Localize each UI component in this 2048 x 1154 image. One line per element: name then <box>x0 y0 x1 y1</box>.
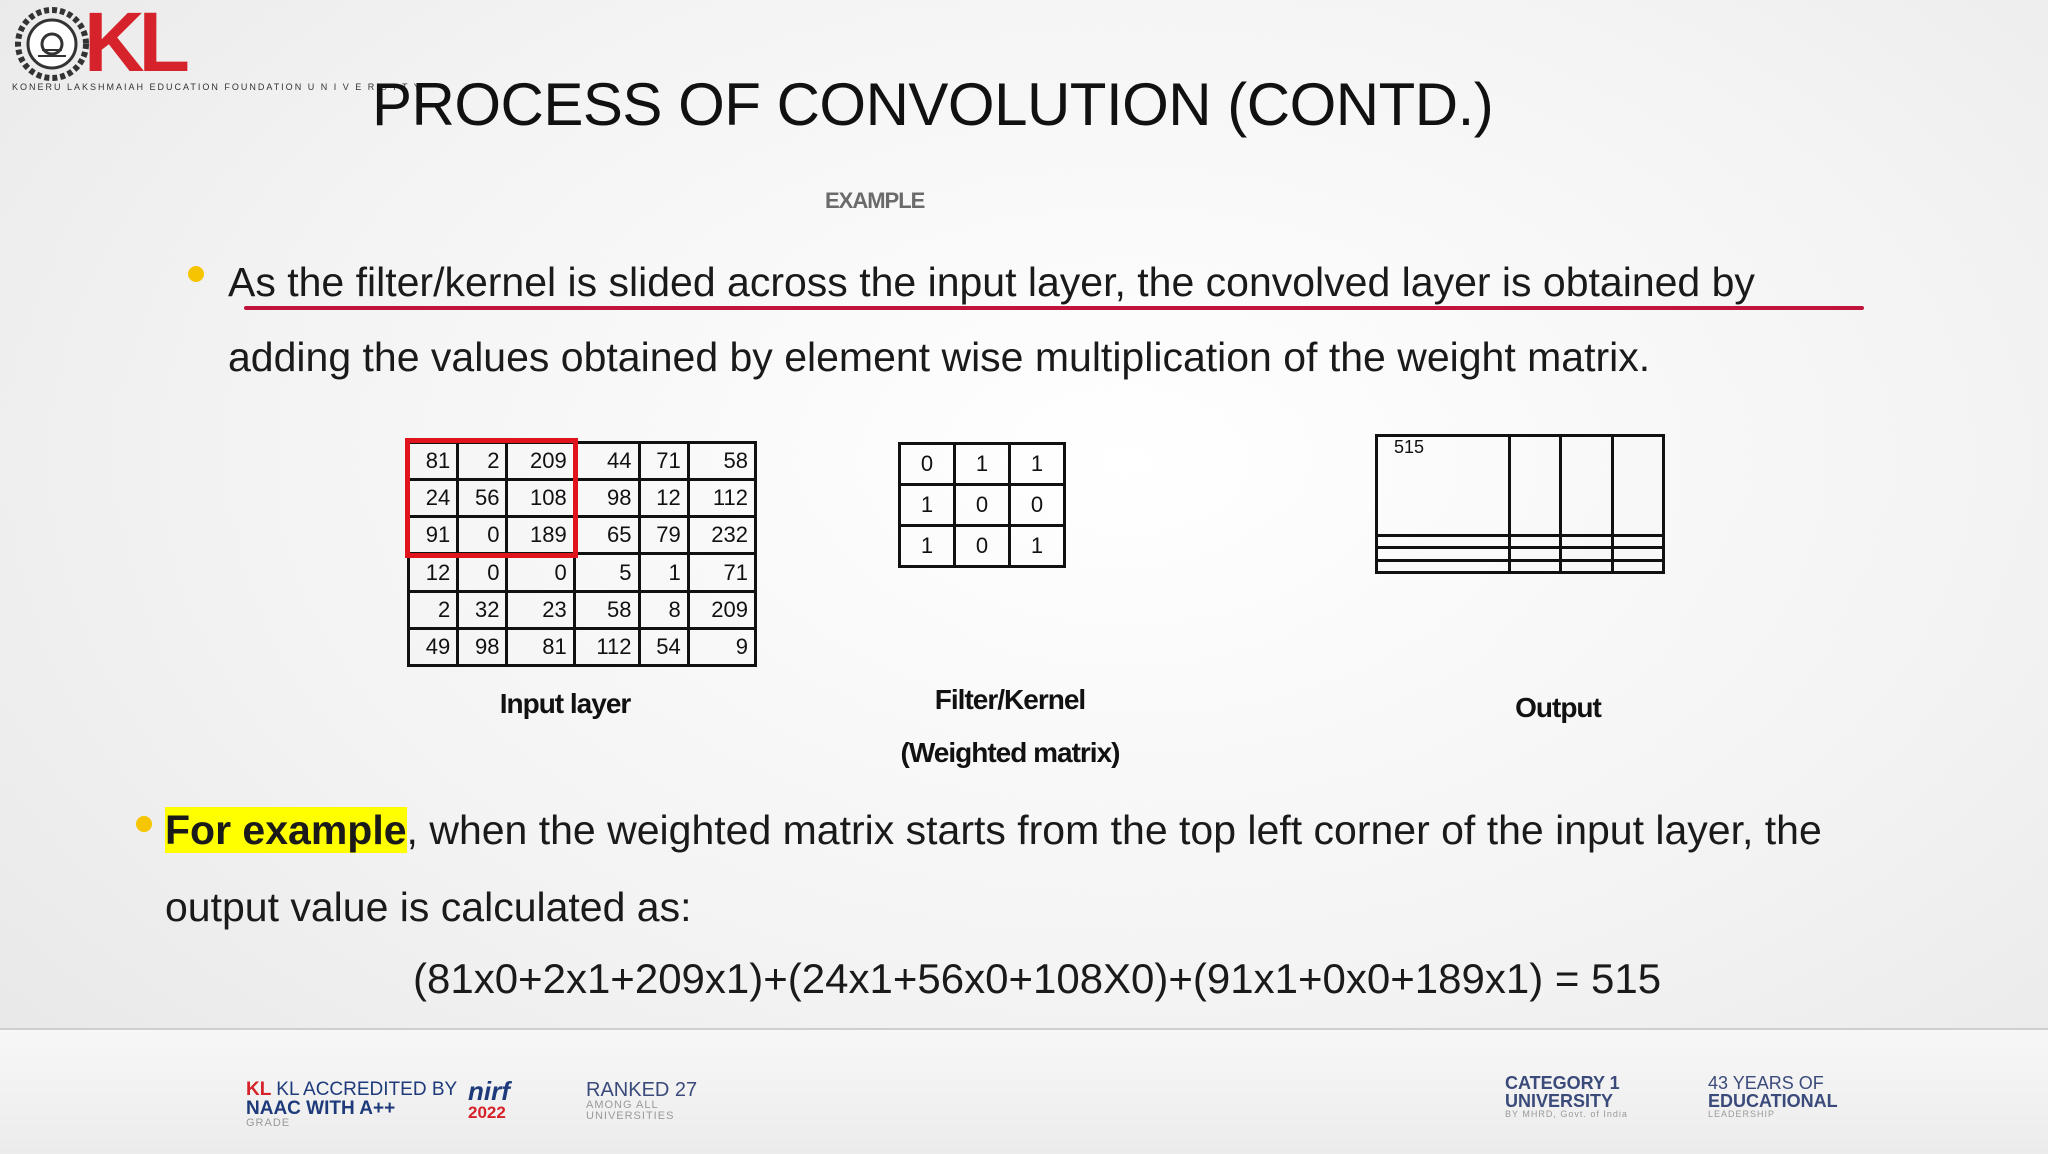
input-layer-cell: 209 <box>688 591 755 628</box>
kernel-row <box>900 485 1065 526</box>
input-layer-cell: 98 <box>574 480 639 517</box>
bullet2-rest: , when the weighted matrix starts from the top left corner of the input layer, the <box>406 807 1822 853</box>
kernel-caption-sub: (Weighted matrix) <box>900 737 1120 768</box>
input-layer-cell: 79 <box>639 517 688 554</box>
input-layer-cell: 23 <box>507 591 574 628</box>
output-row <box>1377 436 1664 536</box>
naac-line2: NAAC WITH A++ <box>246 1098 396 1119</box>
input-layer-cell: 71 <box>688 554 755 591</box>
input-layer-caption: Input layer <box>499 688 631 719</box>
input-layer-cell: 1 <box>639 554 688 591</box>
naac-line1: KL ACCREDITED BY <box>276 1079 458 1100</box>
output-row <box>1377 560 1664 572</box>
input-layer-cell: 9 <box>688 628 755 665</box>
output-table <box>1375 434 1665 574</box>
years-line2: EDUCATIONAL <box>1708 1091 1838 1111</box>
input-layer-cell: 24 <box>409 480 458 517</box>
output-cell <box>1612 548 1663 560</box>
output-cell <box>1612 560 1663 572</box>
output-cell <box>1509 548 1560 560</box>
years-badge <box>1708 1074 1838 1119</box>
kernel-cell: 0 <box>955 485 1010 526</box>
ranking-text: RANKED 27 <box>586 1079 698 1101</box>
output-cell <box>1509 535 1560 547</box>
kernel-cell: 1 <box>955 444 1010 485</box>
output-cell <box>1377 548 1510 560</box>
highlight-text: For example <box>165 807 407 853</box>
input-layer-cell: 12 <box>409 554 458 591</box>
naac-line3: GRADE <box>246 1117 291 1129</box>
spell-underline <box>244 306 1864 310</box>
years-line1: 43 YEARS OF <box>1708 1073 1824 1093</box>
output-cell <box>1561 560 1612 572</box>
kernel-table <box>898 442 1066 568</box>
output-cell <box>1561 535 1612 547</box>
output-row <box>1377 548 1664 560</box>
input-layer-cell: 112 <box>574 628 639 665</box>
bullet-icon <box>136 816 152 832</box>
page-title: PROCESS OF CONVOLUTION (CONTD.) <box>372 71 1494 138</box>
category-badge <box>1505 1074 1628 1119</box>
kernel-cell: 0 <box>900 444 955 485</box>
input-layer-cell: 49 <box>409 628 458 665</box>
bullet2-line2: output value is calculated as: <box>165 884 692 930</box>
output-row <box>1377 535 1664 547</box>
output-cell <box>1509 436 1560 536</box>
input-layer-row <box>409 554 756 591</box>
nirf-year: 2022 <box>468 1103 506 1122</box>
input-layer-cell: 54 <box>639 628 688 665</box>
kernel-cell: 1 <box>900 485 955 526</box>
category-line1: CATEGORY 1 <box>1505 1073 1620 1093</box>
kernel-cell: 1 <box>1010 444 1065 485</box>
ranking-badge <box>586 1080 697 1122</box>
section-subtitle: EXAMPLE <box>825 188 925 213</box>
bullet2-line1 <box>165 807 1822 854</box>
input-layer-cell: 32 <box>458 591 507 628</box>
input-layer-cell: 98 <box>458 628 507 665</box>
output-cell <box>1377 560 1510 572</box>
output-cell <box>1509 560 1560 572</box>
input-layer-cell: 2 <box>409 591 458 628</box>
input-layer-row <box>409 591 756 628</box>
years-line3: LEADERSHIP <box>1708 1109 1776 1119</box>
input-layer-cell: 58 <box>688 443 755 480</box>
input-layer-cell: 81 <box>409 443 458 480</box>
kernel-cell: 0 <box>1010 485 1065 526</box>
category-line2: UNIVERSITY <box>1505 1091 1614 1111</box>
input-layer-cell: 232 <box>688 517 755 554</box>
input-layer-cell: 0 <box>507 554 574 591</box>
category-line3: BY MHRD, Govt. of India <box>1505 1109 1628 1119</box>
bullet1-line1: As the filter/kernel is slided across the input layer, the convolved layer is obtained by <box>228 259 1755 305</box>
output-cell <box>1377 535 1510 547</box>
output-cell: 515 <box>1377 436 1510 536</box>
input-layer-cell: 58 <box>574 591 639 628</box>
kernel-row <box>900 444 1065 485</box>
formula: (81x0+2x1+209x1)+(24x1+56x0+108X0)+(91x1+0x0+189x1) = 515 <box>413 955 1662 1002</box>
nirf-badge <box>468 1078 510 1121</box>
input-layer-cell: 44 <box>574 443 639 480</box>
input-layer-row <box>409 628 756 665</box>
seal-icon <box>14 6 90 82</box>
input-layer-cell: 108 <box>507 480 574 517</box>
kernel-row <box>900 526 1065 567</box>
output-cell <box>1612 436 1663 536</box>
input-layer-cell: 71 <box>639 443 688 480</box>
input-layer-cell: 189 <box>507 517 574 554</box>
nirf-logo: nirf <box>468 1076 510 1106</box>
input-layer-cell: 5 <box>574 554 639 591</box>
ranking-sub: AMONG ALL UNIVERSITIES <box>586 1099 675 1122</box>
input-layer-cell: 2 <box>458 443 507 480</box>
input-layer-cell: 65 <box>574 517 639 554</box>
output-caption: Output <box>1515 692 1601 723</box>
bullet1-line2: adding the values obtained by element wise multiplication of the weight matrix. <box>228 334 1651 380</box>
input-layer-cell: 209 <box>507 443 574 480</box>
logo-text: KL <box>84 0 184 89</box>
input-layer-cell: 0 <box>458 517 507 554</box>
footer-bar <box>0 1028 2048 1154</box>
kernel-cell: 0 <box>955 526 1010 567</box>
output-cell <box>1612 535 1663 547</box>
input-layer-cell: 12 <box>639 480 688 517</box>
kernel-cell: 1 <box>1010 526 1065 567</box>
input-layer-cell: 0 <box>458 554 507 591</box>
naac-badge: KL KL ACCREDITED BY NAAC WITH A++ GRADE <box>246 1079 458 1129</box>
output-cell <box>1561 548 1612 560</box>
university-logo <box>12 0 422 98</box>
bullet-icon <box>188 266 204 282</box>
output-cell <box>1561 436 1612 536</box>
logo-subtext: KONERU LAKSHMAIAH EDUCATION FOUNDATION U N I V E R S I T Y <box>12 82 422 92</box>
input-layer-cell: 91 <box>409 517 458 554</box>
kernel-caption: Filter/Kernel <box>934 684 1086 715</box>
kernel-cell: 1 <box>900 526 955 567</box>
kernel-window-highlight <box>405 438 578 558</box>
input-layer-cell: 81 <box>507 628 574 665</box>
input-layer-cell: 8 <box>639 591 688 628</box>
input-layer-cell: 112 <box>688 480 755 517</box>
input-layer-cell: 56 <box>458 480 507 517</box>
